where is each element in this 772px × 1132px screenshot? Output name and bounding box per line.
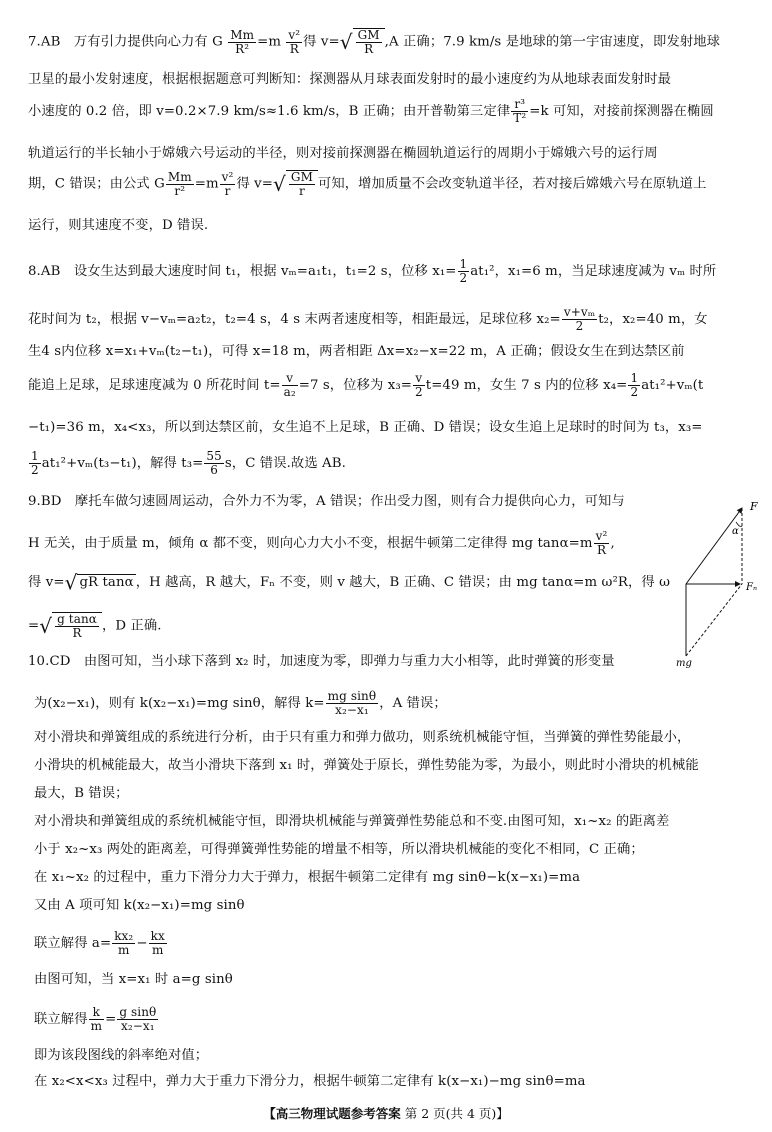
label-mg: mg <box>676 658 692 669</box>
q10-line-11: 由图可知，当 x=x₁ 时 a=g sinθ <box>34 972 233 987</box>
q10-line-13: 即为该段图线的斜率绝对值； <box>34 1048 209 1063</box>
q8-line-6: $\frac{1}{2}$ at₁²+vₘ(t₃−t₁)，解得 t₃= $\frac{55}{6}$ s，C 错误.故选 AB. <box>31 449 346 477</box>
q7-line-6: 运行，则其速度不变，D 错误. <box>28 218 209 233</box>
q10-line-12: 联立解得 $\frac{k}{m}$ = $\frac{\text{g sinθ}}{\text{x₂−x₁}}$ <box>34 1005 157 1033</box>
q10-line-5: 最大，B 错误； <box>34 786 129 801</box>
normal-force-arrow <box>686 508 742 584</box>
q8-line-5: −t₁)=36 m，x₄<x₃，所以到达禁区前，女生追不上足球，B 正确、D 错误；设女生追上足球时的时间为 t₃，x₃= <box>28 420 703 435</box>
q8-line-3: 生4 s内位移 x=x₁+vₘ(t₂−t₁)，可得 x=18 m，两者相距 Δx=x₂−x=22 m，A 正确；假设女生在到达禁区前 <box>28 344 685 359</box>
force-diagram <box>676 496 768 669</box>
q10-line-2: 为(x₂−x₁)，则有 k(x₂−x₁)=mg sinθ，解得 k= $\frac{\text{mg sinθ}}{\text{x₂−x₁}}$ ，A 错误； <box>34 689 447 717</box>
label-f: F <box>750 500 758 513</box>
q9-line-4: =√ $\frac{\text{g tanα}}{R}$ ，D 正确. <box>28 612 162 640</box>
footer-page-number: 第 2 页(共 4 页)】 <box>404 1106 509 1121</box>
q10-line-4: 小滑块的机械能最大，故当小滑块下落到 x₁ 时，弹簧处于原长，弹性势能为零，为最小，则此时小滑块的机械能 <box>34 758 699 773</box>
q7-line-4: 轨道运行的半长轴小于嫦娥六号运动的半径，则对接前探测器在椭圆轨道运行的周期小于嫦娥六号的运行周 <box>28 146 658 161</box>
q10-line-9: 又由 A 项可知 k(x₂−x₁)=mg sinθ <box>34 898 245 913</box>
q9-line-2: H 无关，由于质量 m，倾角 α 都不变，则向心力大小不变，根据牛顿第二定律得 mg tanα=m $\frac{\text{v²}}{R}$ , <box>28 529 615 557</box>
q9-line-3: 得 v=√ gR tanα ，H 越高，R 越大，Fₙ 不变，则 v 越大，B 正确、C 错误；由 mg tanα=m ω²R，得 ω <box>28 570 671 595</box>
footer-title: 【高三物理试题参考答案 <box>263 1106 401 1121</box>
q10-line-8: 在 x₁~x₂ 的过程中，重力下滑分力大于弹力，根据牛顿第二定律有 mg sinθ−k(x−x₁)=ma <box>34 870 581 885</box>
q9-line-1: 9.BD 摩托车做匀速圆周运动，合外力不为零，A 错误；作出受力图，则有合力提供向心力，可知与 <box>28 494 625 509</box>
label-fn: Fₙ <box>746 582 757 593</box>
q8-line-1: 8.AB 设女生达到最大速度时间 t₁，根据 vₘ=a₁t₁，t₁=2 s，位移 x₁= $\frac{1}{2}$ at₁²，x₁=6 m，当足球速度减为 vₘ 时所 <box>28 257 717 285</box>
q10-line-7: 小于 x₂~x₃ 两处的距离差，可得弹簧弹性势能的增量不相等，所以滑块机械能的变化不相同，C 正确； <box>34 842 644 857</box>
q10-line-6: 对小滑块和弹簧组成的系统机械能守恒，即滑块机械能与弹簧弹性势能总和不变.由图可知，x₁~x₂ 的距离差 <box>34 814 670 829</box>
q8-line-4: 能追上足球，足球速度减为 0 所花时间 t= $\frac{v}{\text{a₂}}$ =7 s，位移为 x₃= $\frac{v}{2}$ t=49 m，女生 7 s 内的位移 x₄= $\frac{1}{2}$ at₁²+vₘ(t <box>28 371 704 399</box>
label-alpha: α <box>732 526 739 537</box>
q8-line-2: 花时间为 t₂，根据 v−vₘ=a₂t₂，t₂=4 s，4 s 末两者速度相等，相距最远，足球位移 x₂= $\frac{\text{v+vₘ}}{2}$ t₂，x₂=40 m，女 <box>28 305 708 333</box>
q7-line-5: 期，C 错误；由公式 G $\frac{Mm}{\text{r²}}$ =m $\frac{\text{v²}}{r}$ 得 v=√ $\frac{GM}{r}$ 可知，增加质量不会改变轨道半径，若对接后嫦娥六号在原轨道上 <box>28 169 707 198</box>
q10-line-1: 10.CD 由图可知，当小球下落到 x₂ 时，加速度为零，即弹力与重力大小相等，此时弹簧的形变量 <box>28 654 615 669</box>
page-footer <box>0 1104 772 1122</box>
dashed-diagonal <box>686 584 742 656</box>
q7-line-1: 7.AB 万有引力提供向心力有 G $\frac{Mm}{\text{R²}}$ =m $\frac{\text{v²}}{R}$ 得 v=√ $\frac{GM}{R}$ ,A 正确；7.9 km/s 是地球的第一宇宙速度，即发射地球 <box>28 27 721 56</box>
q7-line-2: 卫星的最小发射速度，根据根据题意可判断知：探测器从月球表面发射时的最小速度约为从地球表面发射时最 <box>28 72 672 87</box>
q10-line-14: 在 x₂<x<x₃ 过程中，弹力大于重力下滑分力，根据牛顿第二定律有 k(x−x₁)−mg sinθ=ma <box>34 1074 586 1089</box>
q10-line-10: 联立解得 a= $\frac{\text{kx₂}}{m}$ − $\frac{kx}{m}$ <box>34 929 165 957</box>
q7-line-3: 小速度的 0.2 倍，即 v=0.2×7.9 km/s≈1.6 km/s，B 正确；由开普勒第三定律 $\frac{\text{r³}}{\text{T²}}$ =k 可知，对接前探测器在椭圆 <box>28 97 714 125</box>
q10-line-3: 对小滑块和弹簧组成的系统进行分析，由于只有重力和弹力做功，则系统机械能守恒，当弹簧的弹性势能最小， <box>34 730 691 745</box>
